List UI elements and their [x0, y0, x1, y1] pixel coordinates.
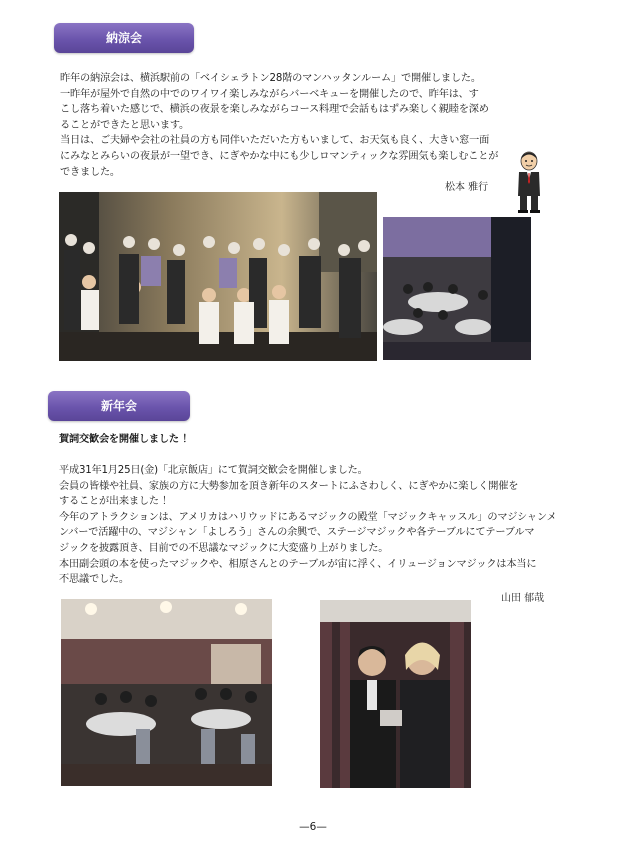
- section1-line: ることができたと思います。: [60, 119, 190, 131]
- section1-body: [60, 71, 520, 180]
- section1-line: 昨年の納涼会は、横浜駅前の「ベイシェラトン28階のマンハッタンルーム」で開催しました。: [60, 73, 481, 84]
- section1-line: にみなとみらいの夜景が一望でき、にぎやかな中にも少しロマンティックな雰囲気も楽しむことが: [60, 150, 499, 162]
- banquet-hall-photo: [383, 217, 531, 360]
- section1-line: 当日は、ご夫婦や会社の社員の方も同伴いただいた方もいまして、お天気も良く、大きい窓一面: [60, 135, 490, 147]
- magician-photo: [320, 600, 471, 788]
- section-badge-nouryoukai: 納涼会: [54, 23, 194, 53]
- page-number: —6—: [299, 821, 327, 833]
- section2-line: 会員の皆様や社員、家族の方に大勢参加を頂き新年のスタートにふさわしく、にぎやかに楽しく開催を: [59, 480, 519, 492]
- section2-line: 平成31年1月25日(金)「北京飯店」にて賀詞交歓会を開催しました。: [59, 465, 368, 476]
- section2-line: することが出来ました ！: [59, 496, 172, 508]
- businessman-illustration: [514, 150, 544, 214]
- section2-author: 山田 郁哉: [501, 593, 545, 604]
- section1-author: 松本 雅行: [445, 182, 489, 193]
- section1-line: こし落ち着いた感じで、横浜の夜景を楽しみながらコース料理で会話もはずみ楽しく親睦を深め: [60, 104, 489, 116]
- section2-body: [59, 463, 559, 588]
- section2-line: 不思議でした。: [59, 574, 129, 586]
- section2-line: ジックを披露頂き、目前での不思議なマジックに大変盛り上がりました。: [59, 542, 389, 554]
- section2-heading: [59, 432, 192, 448]
- group-photo: [59, 192, 377, 361]
- section2-line: 本田副会頭の本を使ったマジックや、相原さんとのテーブルが宙に浮く、イリュージョンマジックは本当に: [59, 558, 537, 570]
- section1-line: できました。: [60, 166, 120, 178]
- section1-line: 一昨年が屋外で自然の中でのワイワイ楽しみながらバーベキューを開催したので、昨年は、す: [60, 88, 479, 100]
- section2-heading-text: 賀詞交歓会を開催しました ！: [59, 434, 193, 445]
- section-badge-shinnenkai: 新年会: [48, 391, 190, 421]
- restaurant-photo: [61, 599, 272, 786]
- section2-line: 今年のアトラクションは、アメリカはハリウッドにあるマジックの殿堂「マジックキャッスル」のマジシャンメ: [59, 511, 557, 523]
- section2-line: ンバーで活躍中の、マジシャン「よしろう」さんの余興で、ステージマジックや各テーブルにてテーブルマ: [59, 527, 535, 539]
